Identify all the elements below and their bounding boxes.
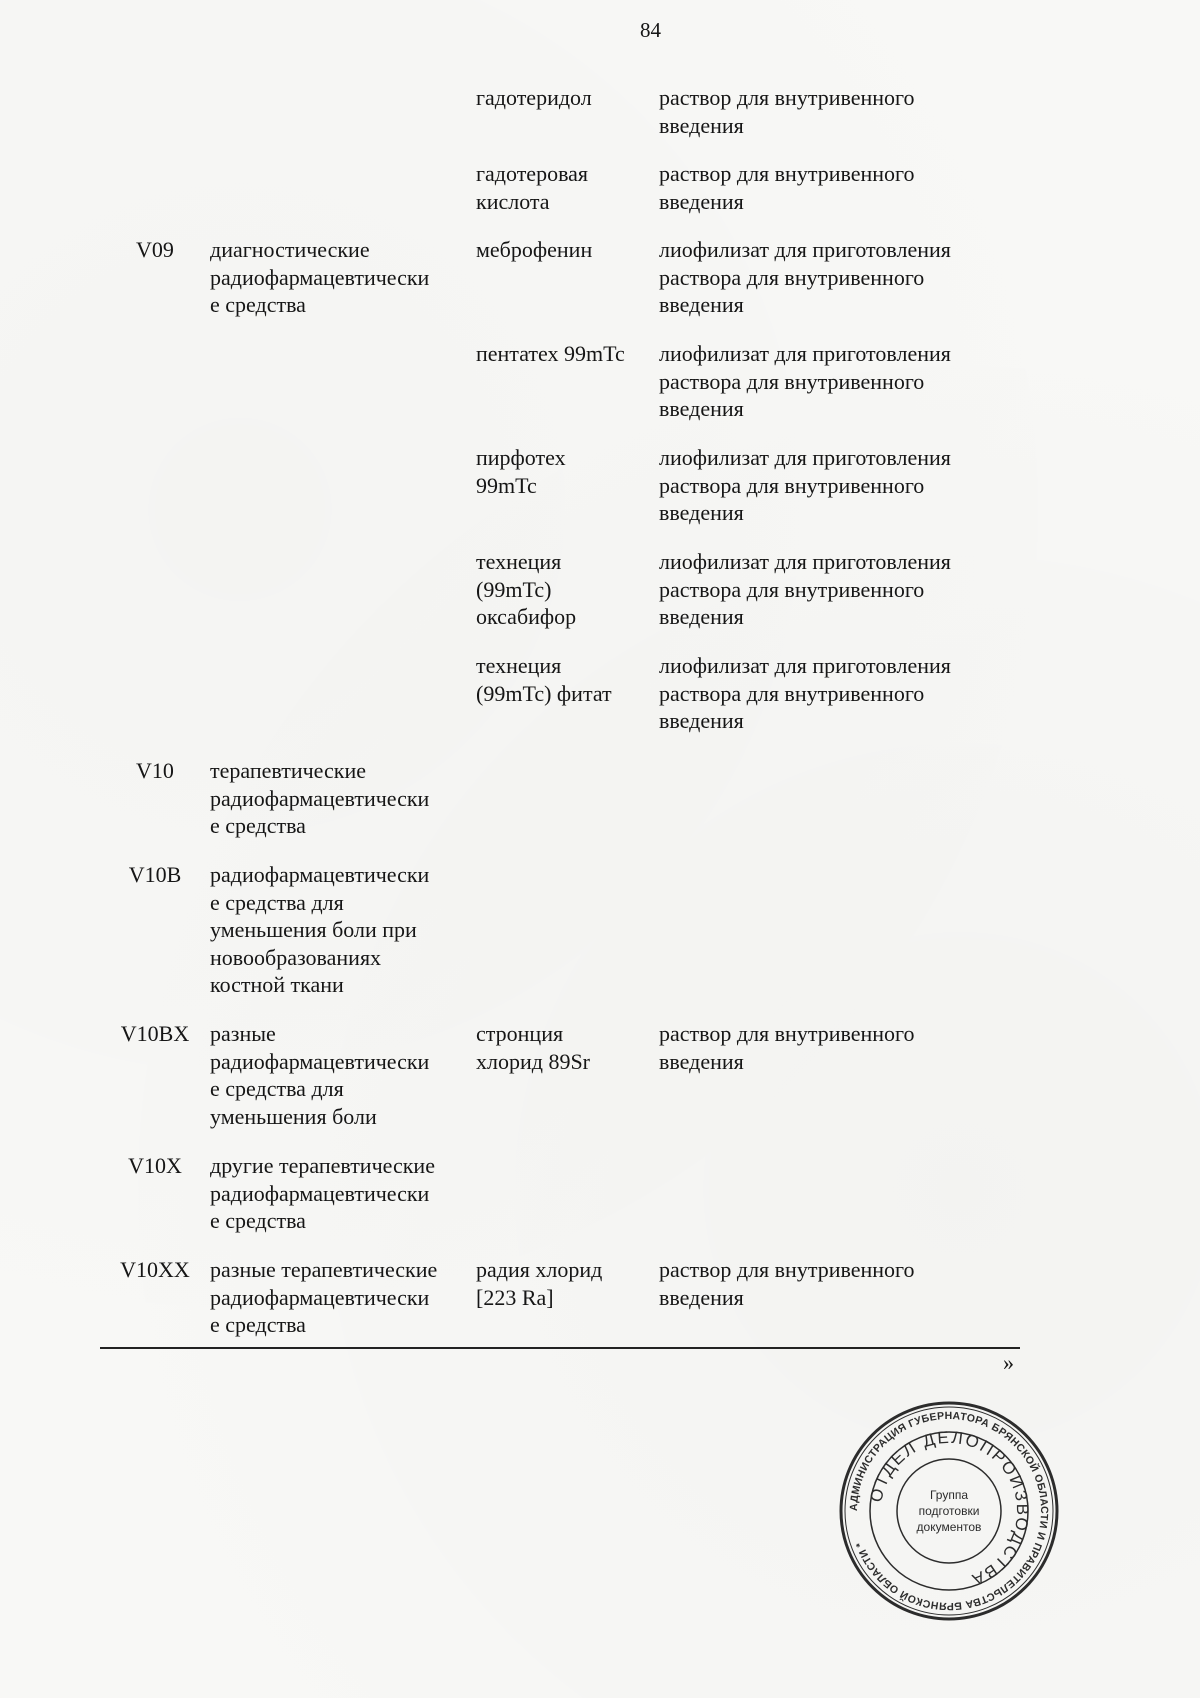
atc-code: V10B <box>128 862 182 887</box>
drug-name: стронция хлорид 89Sr <box>476 1021 591 1074</box>
page-number: 84 <box>640 18 661 42</box>
group-name: разные радиофармацевтически е средства для уменьшения боли <box>210 1021 430 1129</box>
drug-name: гадотеровая кислота <box>476 161 589 214</box>
dosage-form: раствор для внутривенного введения <box>659 85 915 138</box>
atc-code: V10XX <box>120 1257 190 1282</box>
drug-name: пентатех 99mTc <box>476 341 625 366</box>
stamp-middle-text: ОТДЕЛ ДЕЛОПРОИЗВОДСТВА <box>866 1427 1033 1591</box>
atc-code: V10X <box>128 1153 182 1178</box>
drug-name: технеция (99mTc) оксабифор <box>476 549 577 629</box>
stamp-center-line1: Группа <box>929 1488 969 1502</box>
dosage-form: лиофилизат для приготовления раствора для внутривенного введения <box>659 445 951 525</box>
dosage-form: лиофилизат для приготовления раствора для внутривенного введения <box>659 549 951 629</box>
group-name: диагностические радиофармацевтически е средства <box>210 237 430 317</box>
official-stamp <box>838 1400 1060 1622</box>
dosage-form: лиофилизат для приготовления раствора для внутривенного введения <box>659 341 951 421</box>
atc-code: V10BX <box>120 1021 190 1046</box>
table-bottom-rule <box>100 1347 1020 1349</box>
drug-name: меброфенин <box>476 237 593 262</box>
drug-name: технеция (99mTc) фитат <box>476 653 612 706</box>
stamp-outer-text: АДМИНИСТРАЦИЯ ГУБЕРНАТОРА БРЯНСКОЙ ОБЛАСТИ И ПРАВИТЕЛЬСТВА БРЯНСКОЙ ОБЛАСТИ * <box>847 1409 1051 1613</box>
atc-code: V10 <box>136 758 174 783</box>
group-name: разные терапевтические радиофармацевтически е средства <box>210 1257 438 1337</box>
group-name: радиофармацевтически е средства для уменьшения боли при новообразованиях костной ткани <box>210 862 430 997</box>
stamp-center-line3: документов <box>916 1520 982 1534</box>
dosage-form: лиофилизат для приготовления раствора для внутривенного введения <box>659 653 951 733</box>
drug-name: пирфотех 99mTc <box>476 445 566 498</box>
drug-name: гадотеридол <box>476 85 592 110</box>
group-name: другие терапевтические радиофармацевтически е средства <box>210 1153 435 1233</box>
drug-name: радия хлорид [223 Ra] <box>476 1257 603 1310</box>
dosage-form: лиофилизат для приготовления раствора для внутривенного введения <box>659 237 951 317</box>
closing-quote: » <box>1003 1350 1014 1375</box>
stamp-center-line2: подготовки <box>918 1504 980 1518</box>
group-name: терапевтические радиофармацевтически е средства <box>210 758 430 838</box>
dosage-form: раствор для внутривенного введения <box>659 1257 915 1310</box>
dosage-form: раствор для внутривенного введения <box>659 1021 915 1074</box>
atc-code: V09 <box>136 237 174 262</box>
dosage-form: раствор для внутривенного введения <box>659 161 915 214</box>
